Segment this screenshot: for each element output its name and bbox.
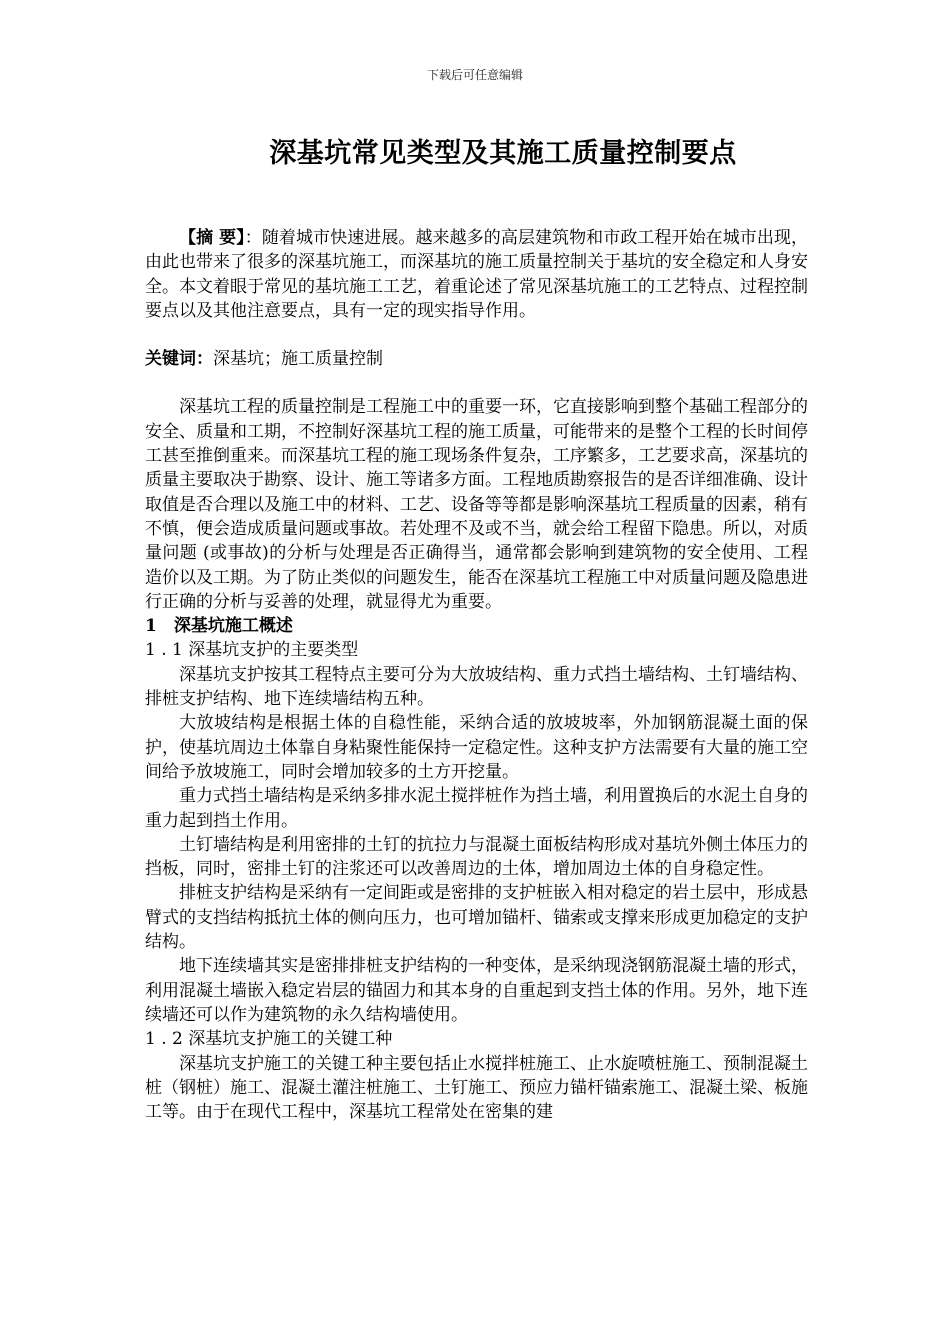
section-1-1-paragraph: 重力式挡土墙结构是采纳多排水泥土搅拌桩作为挡土墙，利用置换后的水泥土自身的重力起到挡土作用。	[145, 786, 808, 831]
abstract-paragraph	[145, 226, 808, 323]
section-1-1-paragraph: 地下连续墙其实是密排排桩支护结构的一种变体，是采纳现浇钢筋混凝土墙的形式，利用混凝土墙嵌入稳定岩层的锚固力和其本身的自重起到支挡土体的作用。另外，地下连续墙还可以作为建筑物的永久结构墙使用。	[145, 956, 808, 1025]
abstract-text: ：随着城市快速进展。越来越多的高层建筑物和市政工程开始在城市出现，由此也带来了很多的深基坑施工，而深基坑的施工质量控制关于基坑的安全稳定和人身安全。本文着眼于常见的基坑施工工艺，着重论述了常见深基坑施工的工艺特点、过程控制要点以及其他注意要点，具有一定的现实指导作用。	[145, 228, 809, 321]
section-1-heading: 1 深基坑施工概述	[145, 616, 293, 637]
document-body	[145, 226, 808, 1124]
section-1-1-paragraph: 土钉墙结构是利用密排的土钉的抗拉力与混凝土面板结构形成对基坑外侧土体压力的挡板，同时，密排土钉的注浆还可以改善周边的土体，增加周边土体的自身稳定性。	[145, 834, 808, 880]
keywords-label: 关键词：	[145, 349, 213, 370]
intro-paragraph: 深基坑工程的质量控制是工程施工中的重要一环，它直接影响到整个基础工程部分的安全、质量和工期，不控制好深基坑工程的施工质量，可能带来的是整个工程的长时间停工甚至推倒重来。而深基坑工程的施工现场条件复杂，工序繁多，工艺要求高，深基坑的质量主要取决于勘察、设计、施工等诸多方面。工程地质勘察报告的是否详细准确、设计取值是否合理以及施工中的材料、工艺、设备等等都是影响深基坑工程质量的因素，稍有不慎，便会造成质量问题或事故。若处理不及或不当，就会给工程留下隐患。所以，对质量问题 (或事故)的分析与处理是否正确得当，通常都会影响到建筑物的安全使用、工程造价以及工期。为了防止类似的问题发生，能否在深基坑工程施工中对质量问题及隐患进行正确的分析与妥善的处理，就显得尤为重要。	[145, 397, 808, 612]
section-1-2-heading: 1 . 2 深基坑支护施工的关键工种	[145, 1029, 393, 1050]
abstract-label: 【摘 要】	[179, 228, 245, 248]
document-title: 深基坑常见类型及其施工质量控制要点	[269, 138, 737, 169]
header-note: 下载后可任意编辑	[426, 68, 523, 82]
section-1-1-heading: 1 . 1 深基坑支护的主要类型	[145, 640, 359, 661]
keywords-line	[145, 347, 808, 371]
section-1-1-paragraph: 深基坑支护按其工程特点主要可分为大放坡结构、重力式挡土墙结构、土钉墙结构、排桩支护结构、地下连续墙结构五种。	[145, 664, 808, 710]
section-1-1-paragraph: 大放坡结构是根据土体的自稳性能，采纳合适的放坡坡率，外加钢筋混凝土面的保护，使基坑周边土体靠自身粘聚性能保持一定稳定性。这种支护方法需要有大量的施工空间给予放坡施工，同时会增加较多的土方开挖量。	[145, 713, 808, 782]
section-1-2-paragraph: 深基坑支护施工的关键工种主要包括止水搅拌桩施工、止水旋喷桩施工、预制混凝土桩（钢桩）施工、混凝土灌注桩施工、土钉施工、预应力锚杆锚索施工、混凝土梁、板施工等。由于在现代工程中，深基坑工程常处在密集的建	[145, 1053, 808, 1123]
keywords-text: 深基坑；施工质量控制	[213, 349, 383, 370]
section-1-1-paragraph: 排桩支护结构是采纳有一定间距或是密排的支护桩嵌入相对稳定的岩土层中，形成悬臂式的支挡结构抵抗土体的侧向压力，也可增加锚杆、锚索或支撑来形成更加稳定的支护结构。	[145, 883, 808, 953]
